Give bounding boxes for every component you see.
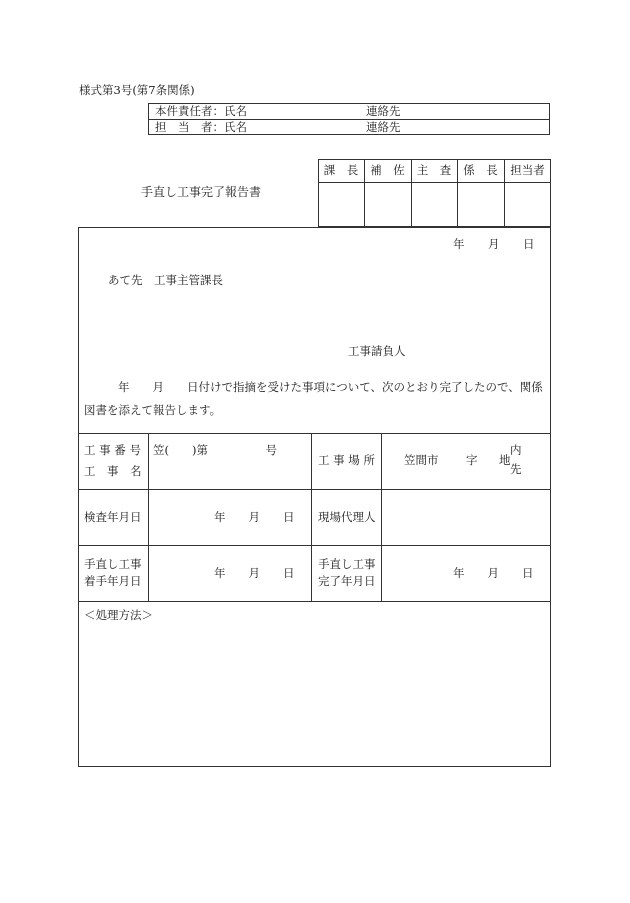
site-uchi: 内 — [510, 443, 522, 457]
form-number: 様式第3号(第7条関係) — [79, 83, 195, 97]
finish-date-label-1: 手直し工事 — [318, 557, 376, 571]
approval-hosa: 補 佐 — [370, 163, 405, 177]
inspection-date-label: 検査年月日 — [84, 510, 142, 524]
start-date-label-1: 手直し工事 — [84, 557, 142, 571]
project-no-value: 笠( )第 号 — [153, 443, 277, 457]
site-aza: 字 — [466, 453, 478, 467]
site-city: 笠間市 — [404, 453, 439, 467]
person-in-charge-label: 担 当 者：氏名 — [155, 120, 247, 134]
project-no-label: 工 事 番 号 — [84, 443, 141, 457]
responsible-contact-label: 連絡先 — [366, 104, 401, 118]
finish-date-value: 年 月 日 — [453, 566, 534, 580]
project-name-label: 工 事 名 — [84, 464, 142, 478]
date-month: 月 — [488, 237, 500, 251]
finish-date-label-2: 完了年月日 — [318, 574, 376, 588]
processing-method-label: ＜処理方法＞ — [84, 608, 153, 622]
contractor-label: 工事請負人 — [348, 344, 406, 358]
approval-tantosha: 担当者 — [510, 163, 545, 177]
date-year: 年 — [453, 237, 465, 251]
start-date-value: 年 月 日 — [214, 566, 295, 580]
approval-kakaricho: 係 長 — [463, 163, 498, 177]
person-in-charge-contact-label: 連絡先 — [366, 120, 401, 134]
site-label: 工 事 場 所 — [318, 453, 375, 467]
body-text-line2: 図書を添えて報告します。 — [84, 403, 222, 417]
inspection-date-value: 年 月 日 — [214, 510, 295, 524]
body-text-line1: 年 月 日付けで指摘を受けた事項について、次のとおり完了したので、関係 — [118, 380, 543, 394]
site-agent-label: 現場代理人 — [318, 510, 376, 524]
addressee: あて先 工事主管課長 — [108, 273, 223, 287]
document-title: 手直し工事完了報告書 — [141, 185, 262, 199]
date-day: 日 — [523, 237, 535, 251]
site-chi: 地 — [499, 453, 511, 467]
start-date-label-2: 着手年月日 — [84, 574, 142, 588]
site-saki: 先 — [510, 462, 522, 476]
approval-shusa: 主 査 — [416, 163, 452, 177]
approval-kacho: 課 長 — [323, 163, 359, 177]
responsible-label: 本件責任者：氏名 — [155, 104, 247, 118]
